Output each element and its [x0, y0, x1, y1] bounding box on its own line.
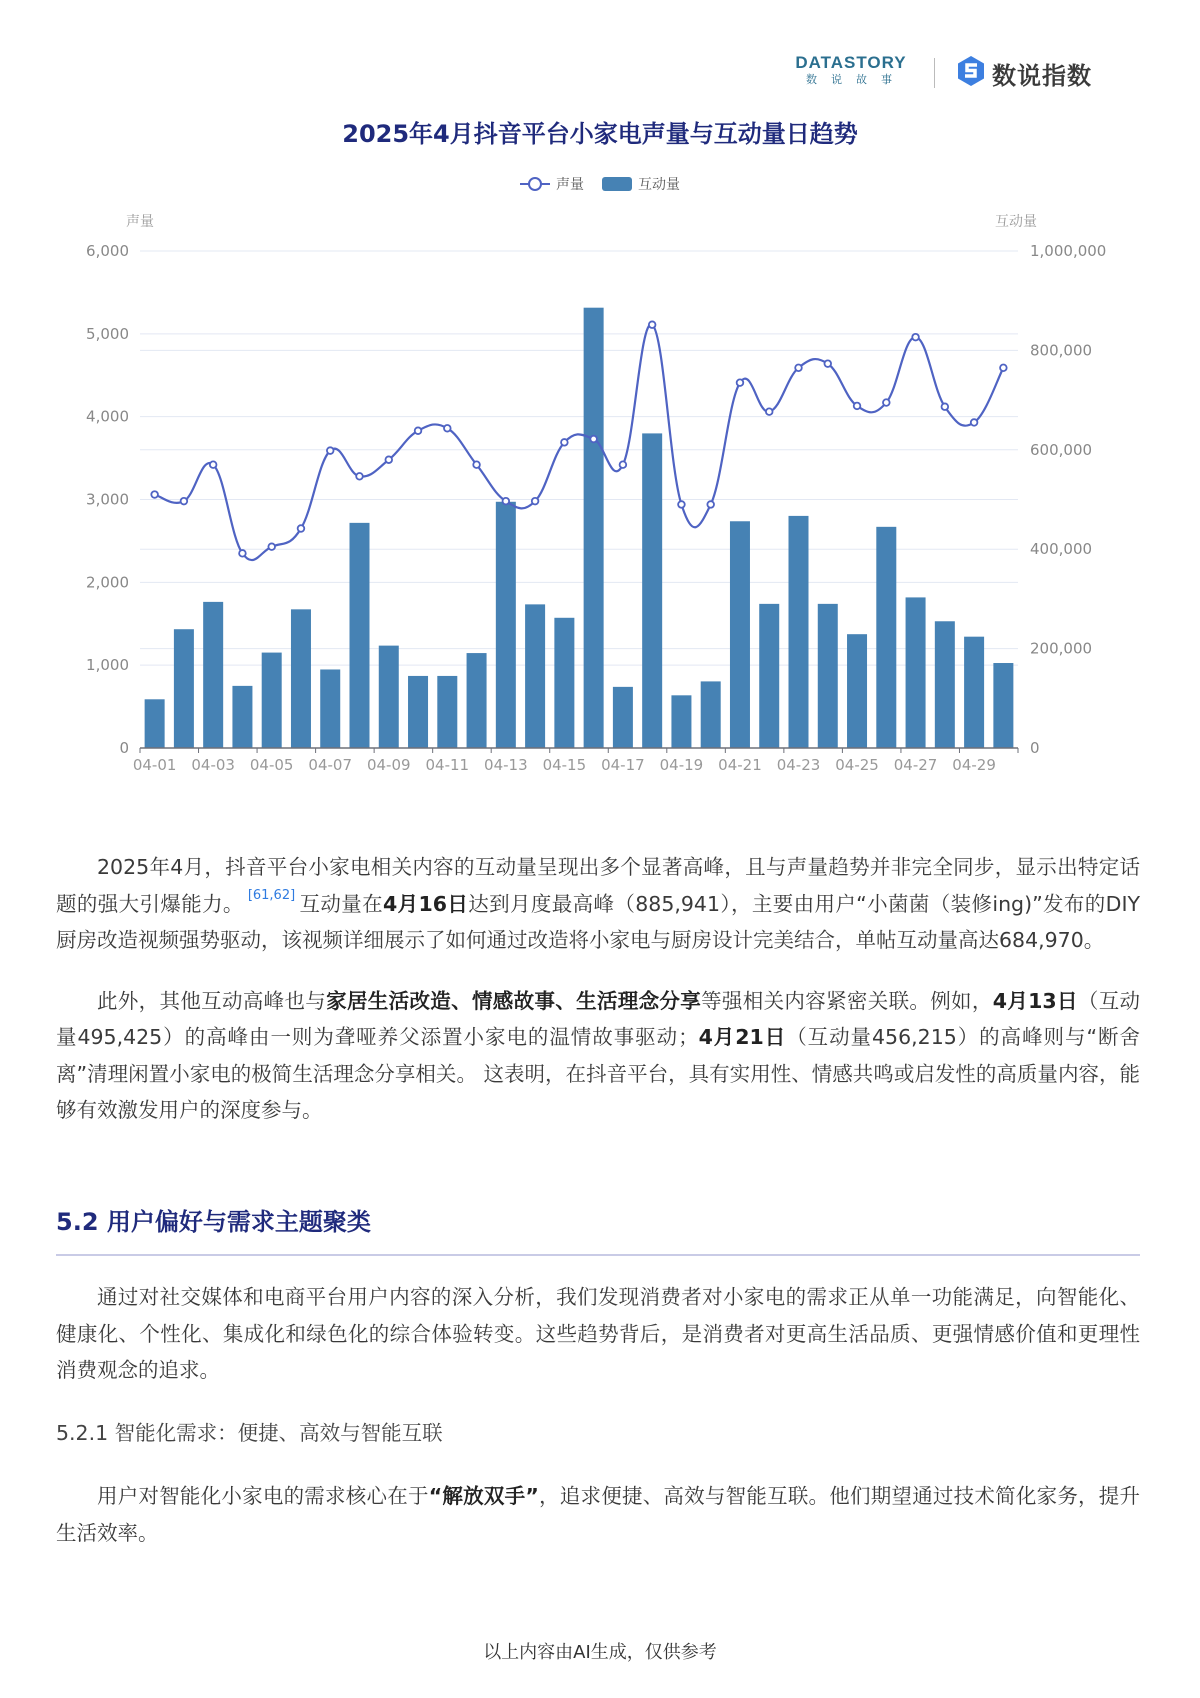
y-right-axis-name: 互动量 — [995, 214, 1037, 230]
bar-04-21 — [730, 521, 750, 748]
y-right-tick-label: 400,000 — [1030, 540, 1093, 559]
volume-point-04-06 — [298, 525, 305, 532]
volume-point-04-10 — [415, 427, 422, 434]
y-left-tick-label: 2,000 — [86, 573, 129, 592]
subsection-heading: 5.2.1 智能化需求：便捷、高效与智能互联 — [56, 1421, 443, 1445]
volume-point-04-11 — [444, 425, 451, 432]
volume-point-04-30 — [1000, 364, 1007, 371]
volume-point-04-25 — [854, 403, 861, 410]
citation-link[interactable]: [61,62] — [247, 887, 296, 903]
section-intro — [56, 1279, 1140, 1389]
bar-04-15 — [554, 618, 574, 748]
volume-point-04-09 — [385, 456, 392, 463]
y-right-tick-label: 0 — [1030, 739, 1040, 757]
y-right-tick-label: 800,000 — [1030, 341, 1093, 360]
bar-04-28 — [935, 621, 955, 748]
x-tick-label: 04-23 — [776, 756, 821, 774]
volume-point-04-27 — [912, 334, 919, 341]
bar-04-13 — [496, 502, 516, 748]
volume-point-04-28 — [942, 403, 949, 410]
volume-point-04-12 — [473, 461, 480, 468]
chart-legend — [0, 174, 1200, 194]
line-marker-icon — [520, 176, 550, 192]
volume-point-04-14 — [532, 498, 539, 505]
x-tick-label: 04-05 — [249, 756, 294, 774]
paragraph — [56, 1478, 1140, 1551]
bar-04-30 — [993, 663, 1013, 748]
text-run: 2025年4月，抖音平台小家电相关内容的互动量呈现出多个显著高峰，且与声量趋势并非完全同步，显示出特定话题的强大引爆能力。 — [56, 855, 1140, 916]
y-right-tick-label: 600,000 — [1030, 440, 1093, 459]
paragraph — [56, 983, 1140, 1129]
bar-04-27 — [906, 597, 926, 748]
text-run: （互动量456,215）的高峰则与“断舍离”清理闲置小家电的极简生活理念分享相关。 这表明，在抖音平台，具有实用性、情感共鸣或启发性的高质量内容，能够有效激发用户的深度参与。 — [56, 1025, 1140, 1122]
volume-point-04-05 — [268, 543, 275, 550]
ai-disclaimer: 以上内容由AI生成，仅供参考 — [483, 1642, 717, 1663]
x-tick-label: 04-03 — [191, 756, 235, 774]
bar-04-12 — [467, 653, 487, 748]
bold-text: 4月16日 — [383, 891, 469, 916]
legend-item-volume[interactable] — [520, 174, 584, 194]
text-run: 此外，其他互动高峰也与 — [97, 988, 327, 1013]
volume-point-04-21 — [737, 379, 744, 386]
volume-point-04-02 — [181, 498, 188, 505]
y-left-tick-label: 1,000 — [86, 656, 129, 675]
paragraph — [56, 1279, 1140, 1389]
bar-swatch-icon — [602, 176, 632, 192]
text-run: 等强相关内容紧密关联。例如， — [701, 988, 993, 1013]
bar-04-25 — [847, 634, 867, 748]
bar-04-17 — [613, 687, 633, 748]
x-tick-label: 04-11 — [425, 756, 470, 774]
y-left-axis-name: 声量 — [126, 214, 154, 230]
x-tick-label: 04-21 — [718, 756, 762, 774]
x-tick-label: 04-01 — [132, 756, 177, 774]
subsection-paragraph — [56, 1478, 1140, 1551]
y-left-tick-label: 4,000 — [86, 407, 129, 426]
legend-label: 互动量 — [638, 177, 680, 193]
bar-04-01 — [145, 699, 165, 748]
bar-04-26 — [876, 527, 896, 748]
volume-point-04-17 — [620, 461, 627, 468]
logo-text: 数说指数 — [992, 61, 1092, 90]
y-left-tick-label: 0 — [119, 739, 129, 757]
text-run: 通过对社交媒体和电商平台用户内容的深入分析，我们发现消费者对小家电的需求正从单一功能满足，向智能化、健康化、个性化、集成化和绿色化的综合体验转变。这些趋势背后，是消费者对更高生活品质、更强情感价值和更理性消费观念的追求。 — [56, 1285, 1140, 1382]
volume-point-04-23 — [795, 364, 802, 371]
volume-point-04-01 — [151, 491, 158, 498]
volume-point-04-13 — [503, 498, 510, 505]
volume-point-04-19 — [678, 501, 685, 508]
volume-line — [155, 324, 1004, 560]
x-tick-label: 04-19 — [659, 756, 704, 774]
bar-04-02 — [174, 629, 194, 748]
logo-en: DATASTORY — [795, 53, 907, 72]
bar-04-11 — [437, 676, 457, 748]
section-heading: 5.2 用户偏好与需求主题聚类 — [56, 1208, 371, 1236]
volume-point-04-18 — [649, 321, 656, 328]
legend-label: 声量 — [556, 177, 584, 193]
y-left-tick-label: 3,000 — [86, 490, 129, 509]
text-run: ，追求便捷、高效与智能互联。他们期望通过技术简化家务，提升生活效率。 — [56, 1484, 1141, 1545]
combo-chart — [0, 200, 1200, 790]
x-tick-label: 04-27 — [893, 756, 938, 774]
bar-04-19 — [671, 695, 691, 748]
bar-04-18 — [642, 433, 662, 748]
analysis-paragraphs — [56, 849, 1140, 1129]
x-tick-label: 04-15 — [542, 756, 587, 774]
volume-point-04-03 — [210, 461, 217, 468]
logo-cn: 数说故事 — [806, 73, 906, 86]
y-left-tick-label: 6,000 — [86, 242, 129, 260]
x-tick-label: 04-17 — [601, 756, 645, 774]
datastory-logo — [790, 54, 912, 88]
y-left-tick-label: 5,000 — [86, 324, 129, 343]
bold-text: 4月21日 — [698, 1025, 787, 1049]
x-tick-label: 04-29 — [952, 756, 996, 774]
volume-point-04-24 — [824, 360, 831, 367]
bar-04-08 — [350, 523, 370, 748]
logo-divider — [934, 58, 935, 88]
volume-point-04-22 — [766, 408, 773, 415]
bar-04-09 — [379, 646, 399, 748]
volume-point-04-26 — [883, 399, 890, 406]
bar-04-20 — [701, 681, 721, 748]
x-tick-label: 04-09 — [366, 756, 411, 774]
paragraph — [56, 849, 1140, 959]
section-divider — [56, 1254, 1140, 1256]
bar-04-23 — [789, 516, 809, 748]
bar-04-29 — [964, 637, 984, 748]
x-tick-label: 04-25 — [835, 756, 879, 774]
x-tick-label: 04-13 — [484, 756, 528, 774]
volume-point-04-04 — [239, 550, 246, 557]
volume-point-04-20 — [707, 501, 714, 508]
text-run: （互动量495,425）的高峰由一则为聋哑养父添置小家电的温情故事驱动； — [56, 988, 1141, 1049]
bar-04-14 — [525, 604, 545, 748]
bar-04-03 — [203, 602, 223, 748]
shuoshuo-index-logo — [956, 55, 1092, 91]
hexagon-s-logo-icon — [956, 55, 986, 91]
bar-04-05 — [262, 653, 282, 748]
bar-04-24 — [818, 604, 838, 748]
volume-point-04-16 — [590, 436, 597, 443]
volume-point-04-15 — [561, 439, 568, 446]
bar-04-16 — [584, 308, 604, 748]
volume-point-04-29 — [971, 419, 978, 426]
legend-item-interaction[interactable] — [602, 174, 680, 194]
volume-point-04-07 — [327, 447, 334, 454]
volume-point-04-08 — [356, 473, 363, 480]
bar-04-04 — [232, 686, 252, 748]
bar-04-06 — [291, 609, 311, 748]
bold-text: 4月13日 — [992, 988, 1078, 1013]
x-tick-label: 04-07 — [308, 756, 353, 774]
text-run: 互动量在 — [299, 891, 384, 916]
bar-04-22 — [759, 604, 779, 748]
bar-04-07 — [320, 669, 340, 748]
bold-text: “解放双手” — [428, 1484, 539, 1508]
text-run: 用户对智能化小家电的需求核心在于 — [97, 1484, 429, 1508]
bar-04-10 — [408, 676, 428, 748]
y-right-tick-label: 1,000,000 — [1030, 242, 1107, 260]
text-run: 达到月度最高峰（885,941），主要由用户“小菌菌（装修ing)”发布的DIY厨房改造视频强势驱动，该视频详细展示了如何通过改造将小家电与厨房设计完美结合，单帖互动量高达684,970。 — [56, 891, 1141, 952]
chart-title: 2025年4月抖音平台小家电声量与互动量日趋势 — [342, 120, 858, 148]
y-right-tick-label: 200,000 — [1030, 639, 1093, 658]
bold-text: 家居生活改造、情感故事、生活理念分享 — [326, 988, 702, 1013]
